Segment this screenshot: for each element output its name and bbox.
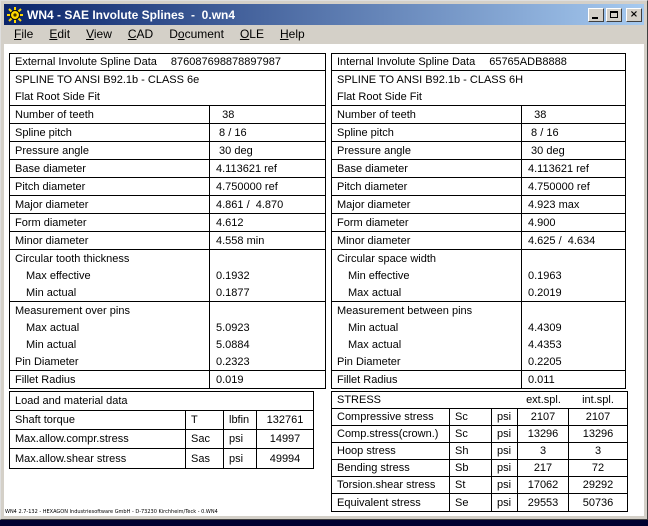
row-group <box>10 232 325 250</box>
row-ext-value: 29553 <box>518 494 569 511</box>
row-value <box>210 250 216 267</box>
row-value: 30 deg <box>528 144 565 157</box>
table-row <box>332 409 627 426</box>
table-row <box>10 124 325 141</box>
row-symbol: Sac <box>186 430 224 448</box>
internal-spline-table <box>331 53 626 389</box>
row-unit: psi <box>492 477 518 493</box>
menu-item-cad[interactable] <box>120 25 161 44</box>
row-value: 4.750000 ref <box>528 180 590 193</box>
load-rows <box>10 411 313 468</box>
row-value <box>522 302 528 319</box>
menu-label-post: ile <box>21 27 34 41</box>
close-icon: × <box>629 8 639 20</box>
row-int-value: 3 <box>594 445 602 457</box>
row-label: Number of teeth <box>332 106 522 123</box>
row-value: 4.861 / 4.870 <box>216 198 284 211</box>
status-line: WN4 2.7-132 - HEXAGON Industriesoftware GmbH - D-73230 Kirchheim/Teck - 0.WN4 <box>5 509 218 515</box>
minimize-button[interactable] <box>588 8 604 22</box>
row-value: 0.019 <box>216 373 244 386</box>
table-row <box>10 160 325 177</box>
table-row <box>10 196 325 213</box>
row-unit: psi <box>224 449 257 468</box>
row-label: Measurement between pins <box>332 302 522 319</box>
row-label: Torsion.shear stress <box>332 477 450 493</box>
menu-mnemonic: E <box>49 27 58 41</box>
stress-header-label: STRESS <box>337 394 382 406</box>
window-title: WN4 - SAE Involute Splines - 0.wn4 <box>27 7 236 22</box>
row-group <box>332 214 625 232</box>
row-value: 38 <box>216 108 235 121</box>
row-value: 4.923 max <box>528 198 580 211</box>
internal-title-text: Internal Involute Spline Data <box>337 56 476 68</box>
table-row <box>332 460 627 477</box>
menu-mnemonic: O <box>239 27 250 41</box>
menu-item-edit[interactable] <box>41 25 78 44</box>
row-unit: lbfin <box>224 411 257 429</box>
internal-table-title <box>332 54 625 71</box>
minimize-icon <box>592 17 598 19</box>
menu-label-post: elp <box>288 27 305 41</box>
row-value: 0.2323 <box>216 355 250 368</box>
row-value: 4.4309 <box>528 321 562 334</box>
row-group <box>332 160 625 178</box>
table-row <box>10 214 325 231</box>
row-group <box>332 178 625 196</box>
row-group <box>10 371 325 388</box>
row-group <box>332 196 625 214</box>
row-group <box>332 232 625 250</box>
row-label: Max actual <box>10 319 210 336</box>
row-unit: psi <box>492 426 518 442</box>
menu-mnemonic: H <box>279 27 289 41</box>
row-value: 0.011 <box>528 373 555 386</box>
row-value: 0.1963 <box>528 269 562 282</box>
table-row <box>332 160 625 177</box>
row-label: Pin Diameter <box>10 353 210 370</box>
row-ext-value: 2107 <box>518 409 569 425</box>
row-label: Base diameter <box>332 160 522 177</box>
table-row <box>332 284 625 301</box>
row-label: Pressure angle <box>10 142 210 159</box>
menu-item-help[interactable] <box>272 25 313 44</box>
row-int-value: 50736 <box>582 496 614 509</box>
menu-item-view[interactable] <box>78 25 120 44</box>
row-ext-value: 3 <box>518 443 569 459</box>
row-group <box>332 302 625 371</box>
row-label: Min actual <box>332 319 522 336</box>
row-symbol: Sh <box>450 443 492 459</box>
row-label: Max.allow.shear stress <box>10 449 186 468</box>
table-row <box>332 106 625 123</box>
row-label: Comp.stress(crown.) <box>332 426 450 442</box>
row-label: Pitch diameter <box>332 178 522 195</box>
external-spec-fit: Flat Root Side Fit <box>15 90 100 103</box>
row-label: Shaft torque <box>10 411 186 429</box>
table-row <box>10 430 313 449</box>
row-unit: psi <box>492 443 518 459</box>
row-label: Form diameter <box>332 214 522 231</box>
row-group <box>332 124 625 142</box>
row-value: 0.1877 <box>216 286 250 299</box>
table-row <box>332 232 625 249</box>
row-int-value: 2107 <box>585 411 611 423</box>
row-value: 4.113621 ref <box>216 162 277 175</box>
row-ext-value: 17062 <box>518 477 569 493</box>
row-group <box>10 250 325 302</box>
row-label: Circular space width <box>332 250 522 267</box>
table-row <box>332 336 625 353</box>
row-symbol: Sc <box>450 426 492 442</box>
table-row <box>10 284 325 301</box>
external-table-title <box>10 54 325 71</box>
menu-label-post: LE <box>249 27 264 41</box>
row-symbol: T <box>186 411 224 429</box>
row-label: Fillet Radius <box>332 371 522 388</box>
row-int-value: 72 <box>591 462 605 474</box>
stress-header-int: int.spl. <box>582 394 614 406</box>
row-unit: psi <box>492 409 518 425</box>
row-value: 4.612 <box>216 216 244 229</box>
row-label: Min actual <box>10 284 210 301</box>
table-row <box>332 319 625 336</box>
table-row <box>10 302 325 319</box>
table-row <box>10 250 325 267</box>
row-label: Base diameter <box>10 160 210 177</box>
row-value: 30 deg <box>216 144 253 157</box>
row-symbol: St <box>450 477 492 493</box>
window-controls <box>588 8 642 22</box>
menu-label-post: iew <box>93 27 112 41</box>
row-int-value: 29292 <box>582 479 614 491</box>
table-row <box>332 477 627 494</box>
stress-table <box>331 391 628 512</box>
internal-spec-block <box>332 71 625 106</box>
row-symbol: Sas <box>186 449 224 468</box>
row-int-value: 13296 <box>582 428 614 440</box>
external-rows <box>10 106 325 388</box>
menu-item-file[interactable] <box>6 25 41 44</box>
row-label: Bending stress <box>332 460 450 476</box>
table-row <box>10 411 313 430</box>
row-symbol: Sb <box>450 460 492 476</box>
row-unit: psi <box>492 494 518 511</box>
table-row <box>10 232 325 249</box>
table-row <box>332 124 625 141</box>
table-row <box>332 302 625 319</box>
row-value: 4.4353 <box>528 338 562 351</box>
row-group <box>10 196 325 214</box>
row-label: Spline pitch <box>332 124 522 141</box>
row-group <box>10 160 325 178</box>
row-label: Major diameter <box>10 196 210 213</box>
row-label: Min effective <box>332 267 522 284</box>
external-spec-standard: SPLINE TO ANSI B92.1b - CLASS 6e <box>15 73 200 86</box>
internal-spec-fit: Flat Root Side Fit <box>337 90 422 103</box>
row-value: 5.0884 <box>216 338 250 351</box>
row-value <box>210 302 216 319</box>
row-ext-value: 217 <box>518 460 569 476</box>
internal-spec-standard: SPLINE TO ANSI B92.1b - CLASS 6H <box>337 73 524 86</box>
row-value: 132761 <box>266 414 304 426</box>
row-value <box>522 250 528 267</box>
row-group <box>10 302 325 371</box>
row-value: 49994 <box>269 452 301 465</box>
row-label: Min actual <box>10 336 210 353</box>
external-title-number: 876087698878897987 <box>170 56 281 68</box>
stress-rows <box>332 409 627 511</box>
table-row <box>332 494 627 511</box>
row-label: Max actual <box>332 284 522 301</box>
row-symbol: Se <box>450 494 492 511</box>
row-value: 14997 <box>269 433 301 445</box>
table-row <box>10 106 325 123</box>
row-label: Minor diameter <box>332 232 522 249</box>
table-row <box>10 142 325 159</box>
row-label: Number of teeth <box>10 106 210 123</box>
row-value: 4.558 min <box>216 234 265 247</box>
row-label: Major diameter <box>332 196 522 213</box>
row-label: Max.allow.compr.stress <box>10 430 186 448</box>
menu-label-pre: D <box>169 27 178 41</box>
menu-label-post: AD <box>136 27 154 41</box>
row-unit: psi <box>224 430 257 448</box>
table-row <box>332 426 627 443</box>
row-value: 0.2019 <box>528 286 562 299</box>
maximize-icon <box>610 11 618 18</box>
row-value: 5.0923 <box>216 321 250 334</box>
close-button[interactable] <box>626 8 642 22</box>
menu-mnemonic: C <box>127 27 137 41</box>
row-value: 0.2205 <box>528 355 562 368</box>
row-label: Circular tooth thickness <box>10 250 210 267</box>
menu-mnemonic: F <box>14 27 22 41</box>
desktop-edge <box>0 520 648 526</box>
row-group <box>10 178 325 196</box>
row-group <box>332 106 625 124</box>
menu-mnemonic: o <box>177 27 185 41</box>
row-label: Pressure angle <box>332 142 522 159</box>
internal-rows <box>332 106 625 388</box>
row-label: Pin Diameter <box>332 353 522 370</box>
row-group <box>10 142 325 160</box>
table-row <box>10 371 325 388</box>
external-spec-block <box>10 71 325 106</box>
row-value: 8 / 16 <box>216 126 247 139</box>
row-value: 4.750000 ref <box>216 180 278 193</box>
row-value: 8 / 16 <box>528 126 559 139</box>
menu-item-ole[interactable] <box>232 25 272 44</box>
row-label: Hoop stress <box>332 443 450 459</box>
menu-label-post: dit <box>57 27 71 41</box>
row-label: Form diameter <box>10 214 210 231</box>
row-label: Spline pitch <box>10 124 210 141</box>
row-value: 4.113621 ref <box>528 162 589 175</box>
table-row <box>332 196 625 213</box>
row-label: Pitch diameter <box>10 178 210 195</box>
row-label: Max actual <box>332 336 522 353</box>
row-value: 4.625 / 4.634 <box>528 234 596 247</box>
maximize-button[interactable] <box>606 8 622 22</box>
table-row <box>10 353 325 370</box>
row-group <box>10 106 325 124</box>
row-group <box>332 142 625 160</box>
row-label: Fillet Radius <box>10 371 210 388</box>
load-table-title: Load and material data <box>10 392 313 411</box>
row-value: 0.1932 <box>216 269 250 282</box>
table-row <box>332 214 625 231</box>
table-row <box>332 353 625 370</box>
table-row <box>10 267 325 284</box>
table-row <box>10 319 325 336</box>
row-value: 4.900 <box>528 216 556 229</box>
table-row <box>10 449 313 468</box>
table-row <box>332 443 627 460</box>
table-row <box>332 267 625 284</box>
row-group <box>10 214 325 232</box>
external-spline-table <box>9 53 326 389</box>
row-label: Measurement over pins <box>10 302 210 319</box>
menu-label-post: cument <box>184 27 224 41</box>
load-material-table <box>9 391 314 469</box>
menu-bar <box>4 25 644 44</box>
row-group <box>10 124 325 142</box>
row-symbol: Sc <box>450 409 492 425</box>
table-row <box>10 178 325 195</box>
table-row <box>10 336 325 353</box>
stress-header-ext: ext.spl. <box>526 394 561 406</box>
table-row <box>332 142 625 159</box>
internal-title-number: 65765ADB8888 <box>489 56 567 68</box>
stress-table-header <box>332 392 627 409</box>
table-row <box>332 178 625 195</box>
row-group <box>332 250 625 302</box>
row-label: Minor diameter <box>10 232 210 249</box>
app-sun-icon <box>7 7 23 23</box>
menu-mnemonic: V <box>86 27 94 41</box>
row-group <box>332 371 625 388</box>
row-value: 38 <box>528 108 547 121</box>
menu-item-document[interactable] <box>161 25 232 44</box>
row-ext-value: 13296 <box>518 426 569 442</box>
external-title-text: External Involute Spline Data <box>15 56 157 68</box>
row-label: Max effective <box>10 267 210 284</box>
row-unit: psi <box>492 460 518 476</box>
table-row <box>332 250 625 267</box>
row-label: Compressive stress <box>332 409 450 425</box>
title-bar[interactable] <box>4 4 644 25</box>
document-area <box>4 44 644 516</box>
row-label: Equivalent stress <box>332 494 450 511</box>
table-row <box>332 371 625 388</box>
